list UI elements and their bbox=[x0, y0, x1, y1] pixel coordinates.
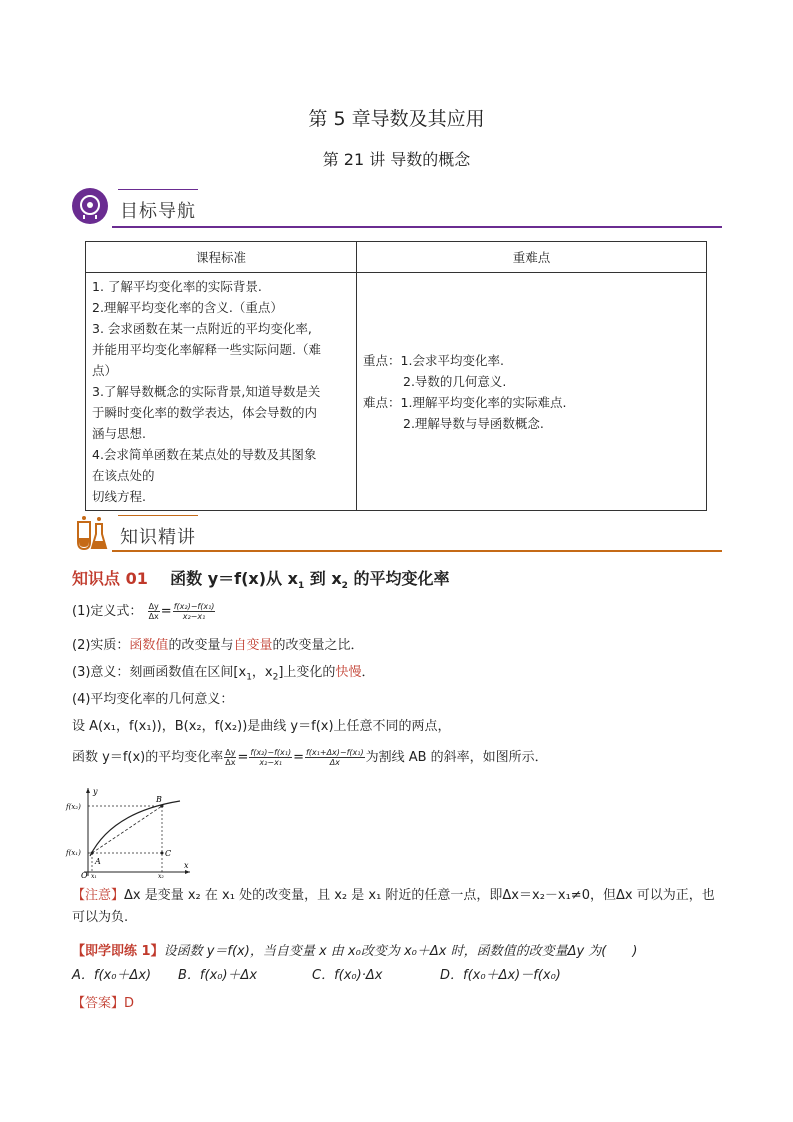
standards-cell bbox=[86, 273, 357, 511]
section-knowledge-rule-top bbox=[118, 515, 198, 516]
standard-line: 3. 会求函数在某一点附近的平均变化率, bbox=[92, 321, 312, 336]
chapter-title: 第 5 章导数及其应用 bbox=[308, 108, 485, 130]
knowledge-point-tag: 知识点 01 bbox=[72, 569, 148, 588]
standard-line: 在该点处的 bbox=[92, 468, 155, 483]
exercise-question: 【即学即练 1】设函数 y＝f(x)，当自变量 x 由 x₀改变为 x₀＋Δx 时，函数值的改变量Δy 为( ) bbox=[72, 944, 638, 959]
delta-fraction: $\frac{\Delta y}{\Delta x}$ bbox=[148, 602, 159, 621]
meaning-line: (3)意义：刻画函数值在区间[$x_1$，$x_2$]上变化的快慢． bbox=[72, 665, 375, 683]
section-goal-label: 目标导航 bbox=[120, 201, 196, 222]
knowledge-point-title: 知识点 01 函数 y＝f(x)从 $x_1$ 到 $x_2$ 的平均变化率 bbox=[72, 569, 450, 592]
fx2-label: f(x₂) bbox=[66, 803, 81, 811]
hard-item: 1.理解平均变化率的实际难点. bbox=[400, 394, 567, 410]
point-a-label: A bbox=[95, 857, 101, 866]
note-tag: 【注意】 bbox=[72, 888, 125, 903]
answer-tag: 【答案】 bbox=[72, 996, 125, 1011]
origin-label: O bbox=[81, 871, 88, 880]
option-b: B．f(x₀)＋Δx bbox=[178, 968, 258, 983]
standard-line: 4.会求简单函数在某点处的导数及其图象 bbox=[92, 447, 317, 462]
answer-value: D bbox=[124, 996, 135, 1011]
section-goal-rule bbox=[112, 226, 722, 228]
y-axis-label: y bbox=[93, 787, 98, 796]
standard-line: 切线方程. bbox=[92, 489, 146, 504]
table-header-standard: 课程标准 bbox=[86, 242, 357, 273]
geometric-line-1: 设 A(x₁，f(x₁))，B(x₂，f(x₂))是曲线 y＝f(x)上任意不同的两点， bbox=[72, 719, 451, 734]
key-label: 重点： bbox=[363, 352, 401, 368]
option-d: D．f(x₀＋Δx)－f(x₀) bbox=[440, 968, 561, 983]
definition-line: (1)定义式： $\frac{\Delta y}{\Delta x}$ = $\frac{\text{f(x₂)−f(x₁)}}{\text{x₂−x₁}}$ bbox=[72, 602, 215, 621]
essence-line: (2)实质：函数值的改变量与自变量的改变量之比． bbox=[72, 638, 364, 653]
standard-line: 2.理解平均变化率的含义.（重点） bbox=[92, 300, 283, 315]
flask-icon bbox=[72, 514, 110, 552]
point-c-label: C bbox=[165, 849, 172, 858]
standard-line: 涵与思想. bbox=[92, 426, 146, 441]
standard-line: 3.了解导数概念的实际背景,知道导数是关 bbox=[92, 384, 321, 399]
section-goal-rule-top bbox=[118, 189, 198, 190]
point-b-label: B bbox=[156, 795, 162, 804]
key-item: 2.导数的几何意义. bbox=[403, 373, 507, 389]
option-a: A．f(x₀＋Δx) bbox=[72, 968, 152, 983]
lecture-title: 第 21 讲 导数的概念 bbox=[322, 150, 471, 169]
section-knowledge-rule bbox=[112, 550, 722, 552]
table-header-key: 重难点 bbox=[357, 242, 707, 273]
x2-label: x₂ bbox=[158, 873, 164, 880]
answer-line bbox=[72, 994, 134, 1014]
x1-label: x₁ bbox=[91, 873, 97, 880]
section-knowledge-header bbox=[72, 512, 722, 556]
section-goal-header bbox=[72, 186, 722, 230]
standard-line: 1. 了解平均变化率的实际背景. bbox=[92, 279, 262, 294]
section-knowledge-label: 知识精讲 bbox=[120, 527, 196, 548]
key-points-cell bbox=[357, 273, 707, 511]
hard-label: 难点： bbox=[363, 394, 401, 410]
x-axis-label: x bbox=[184, 861, 189, 870]
standard-line: 于瞬时变化率的数学表达，体会导数的内 bbox=[92, 405, 318, 420]
difference-quotient: $\frac{\text{f(x₂)−f(x₁)}}{\text{x₂−x₁}}$ bbox=[173, 602, 215, 621]
standard-line: 点） bbox=[92, 363, 118, 378]
option-c: C．f(x₀)·Δx bbox=[312, 968, 383, 983]
note-block: 【注意】Δx 是变量 x₂ 在 x₁ 处的改变量，且 x₂ 是 x₁ 附近的任意一点，即Δx＝x₂－x₁≠0，但Δx 可以为正，也 可以为负. bbox=[72, 888, 715, 925]
hard-item: 2.理解导数与导函数概念. bbox=[403, 415, 544, 431]
key-item: 1.会求平均变化率. bbox=[400, 352, 504, 368]
course-standard-table bbox=[85, 241, 707, 511]
secant-graph bbox=[66, 786, 192, 880]
geometric-line-2: 函数 y＝f(x)的平均变化率 $\frac{\Delta y}{\Delta x}$ = $\frac{\text{f(x₂)−f(x₁)}}{\text{x₂−x₁}}$ = $\frac{\text{f(x₁+Δx)−f(x₁)}}{\Delta x}$ 为割线 AB 的斜率，如图所示． bbox=[72, 748, 548, 767]
geometric-label: (4)平均变化率的几何意义： bbox=[72, 692, 234, 707]
fx1-label: f(x₁) bbox=[66, 849, 81, 857]
exercise-tag: 【即学即练 1】 bbox=[72, 944, 164, 959]
standard-line: 并能用平均变化率解释一些实际问题.（难 bbox=[92, 342, 321, 357]
brain-icon bbox=[72, 188, 108, 224]
